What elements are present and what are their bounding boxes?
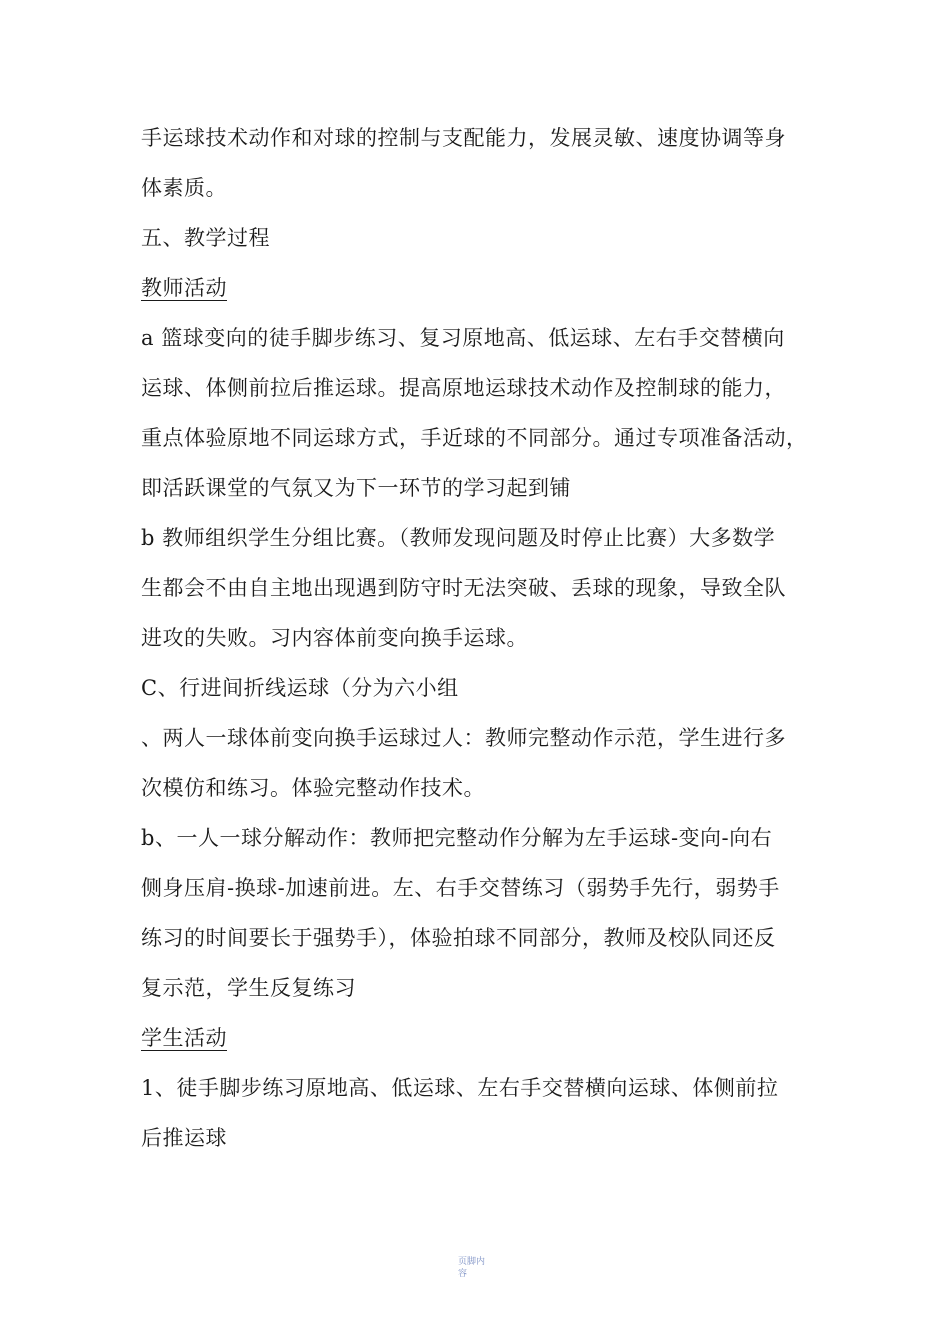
paragraph-line: b 教师组织学生分组比赛。（教师发现问题及时停止比赛）大多数学 [141,526,776,550]
subheading-student-activity: 学生活动 [141,1026,227,1050]
paragraph-line: 、两人一球体前变向换手运球过人：教师完整动作示范，学生进行多 [141,726,786,750]
paragraph-line: 手运球技术动作和对球的控制与支配能力，发展灵敏、速度协调等身 [141,126,786,150]
paragraph-line: 侧身压肩-换球-加速前进。左、右手交替练习（弱势手先行，弱势手 [141,876,780,900]
paragraph-line: C、行进间折线运球（分为六小组 [141,676,459,700]
section-heading: 五、教学过程 [141,226,270,250]
paragraph-line: b、一人一球分解动作：教师把完整动作分解为左手运球-变向-向右 [141,826,773,850]
paragraph-line: 重点体验原地不同运球方式，手近球的不同部分。通过专项准备活动， [141,426,808,450]
paragraph-line: 体素质。 [141,176,227,200]
paragraph-line: 即活跃课堂的气氛又为下一环节的学习起到铺 [141,476,571,500]
paragraph-line: 复示范，学生反复练习 [141,976,356,1000]
page-footer: 页脚内容 [458,1257,486,1279]
paragraph-line: 后推运球 [141,1126,227,1150]
paragraph-line: a 篮球变向的徒手脚步练习、复习原地高、低运球、左右手交替横向 [141,326,785,350]
paragraph-line: 1、徒手脚步练习原地高、低运球、左右手交替横向运球、体侧前拉 [141,1076,779,1100]
subheading-teacher-activity: 教师活动 [141,276,227,300]
paragraph-line: 进攻的失败。习内容体前变向换手运球。 [141,626,528,650]
paragraph-line: 运球、体侧前拉后推运球。提高原地运球技术动作及控制球的能力， [141,376,786,400]
paragraph-line: 练习的时间要长于强势手），体验拍球不同部分，教师及校队同还反 [141,926,776,950]
paragraph-line: 次模仿和练习。体验完整动作技术。 [141,776,485,800]
paragraph-line: 生都会不由自主地出现遇到防守时无法突破、丢球的现象，导致全队 [141,576,786,600]
